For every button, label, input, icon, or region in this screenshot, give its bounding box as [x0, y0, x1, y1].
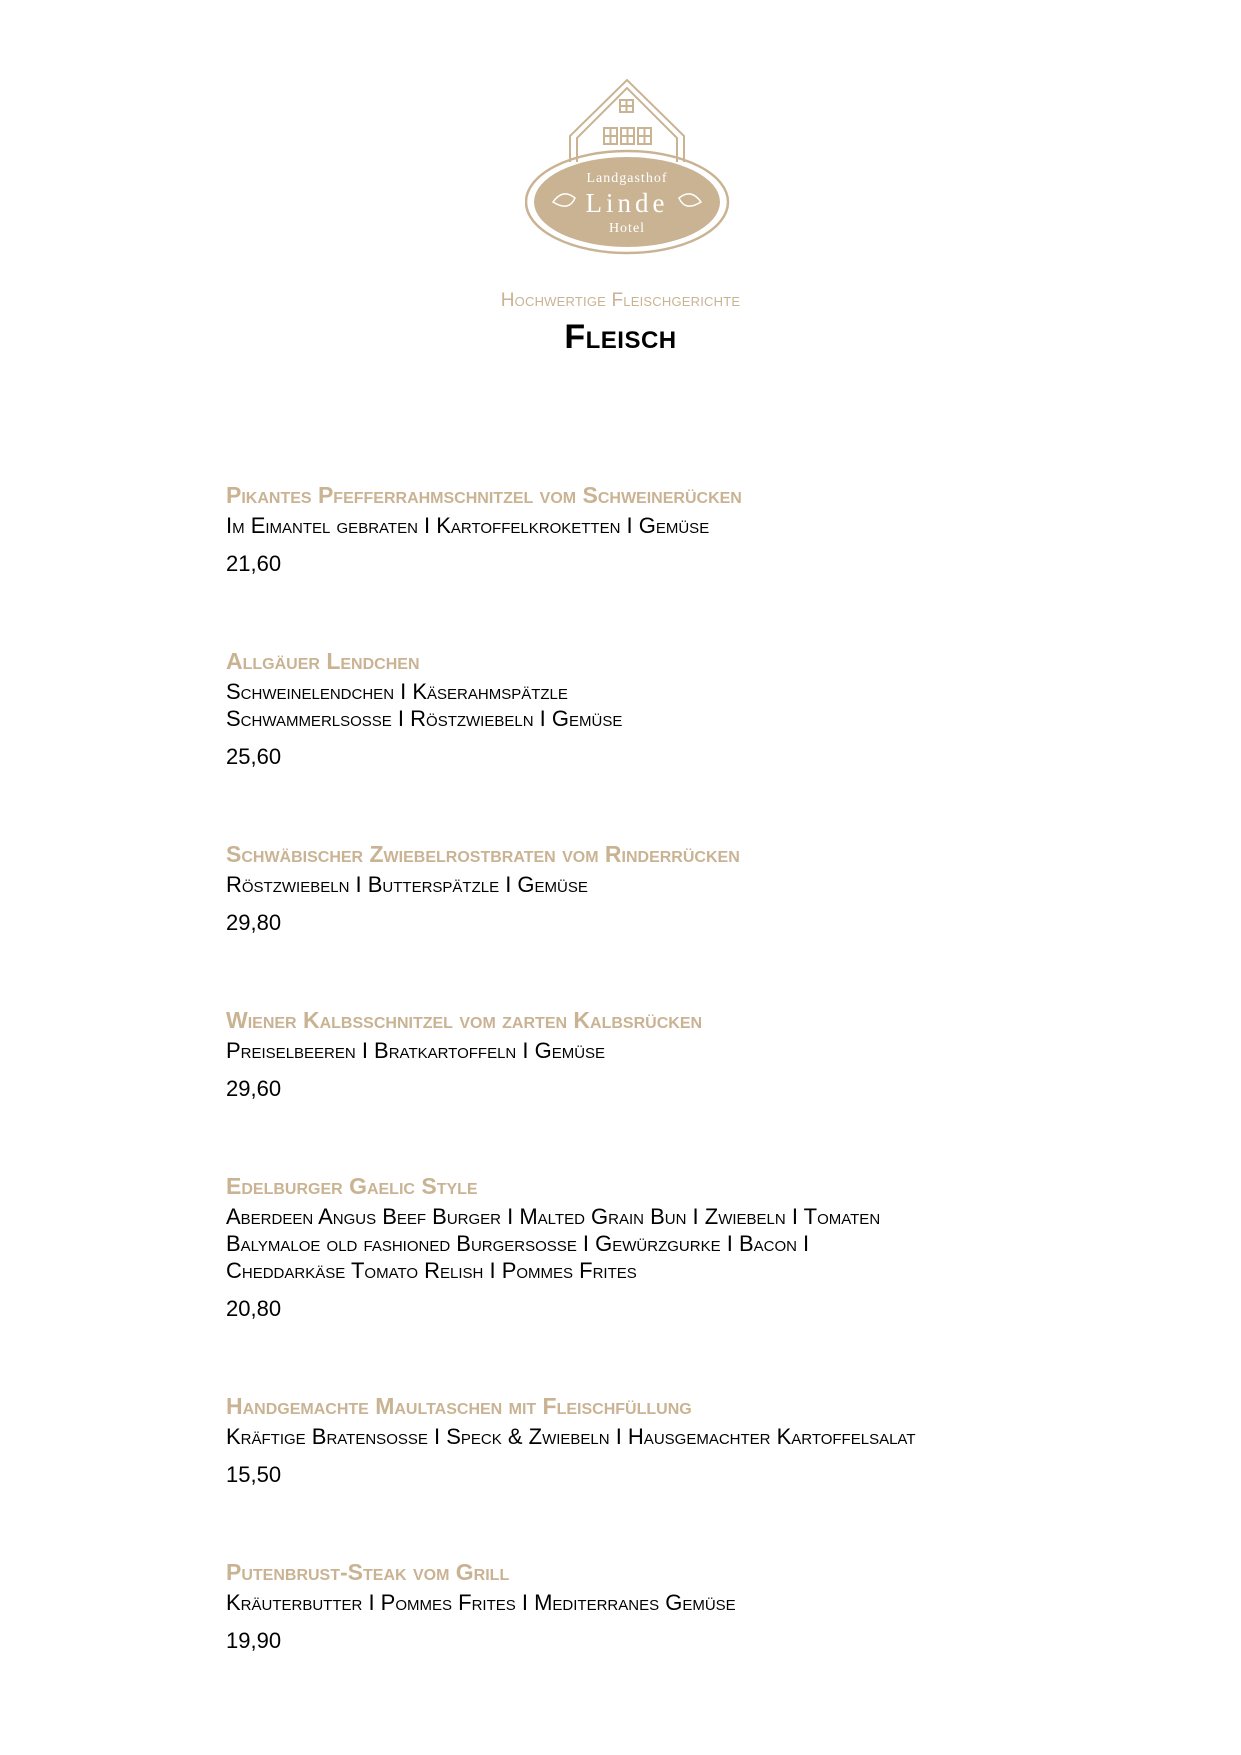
dish-description: Schwammerlsoße I Röstzwiebeln I Gemüse: [226, 706, 623, 731]
logo-text-hotel: Hotel: [608, 221, 646, 236]
menu-item: [226, 478, 1126, 577]
dish-price: 29,80: [226, 910, 282, 935]
dish-description: Kräuterbutter I Pommes Frites I Mediterranes Gemüse: [226, 1590, 736, 1615]
dish-description: Röstzwiebeln I Butterspätzle I Gemüse: [226, 872, 588, 897]
menu-item: [226, 644, 1126, 770]
dish-description: Cheddarkäse Tomato Relish I Pommes Frites: [226, 1258, 637, 1283]
menu-list: [226, 478, 1126, 1654]
page-title: Fleisch: [564, 318, 677, 356]
dish-description: Im Eimantel gebraten I Kartoffelkroketten I Gemüse: [226, 513, 710, 538]
menu-item: [226, 1003, 1126, 1102]
dish-price: 21,60: [226, 551, 282, 576]
dish-name: Wiener Kalbsschnitzel vom zarten Kalbsrücken: [226, 1007, 703, 1033]
dish-name: Handgemachte Maultaschen mit Fleischfüllung: [226, 1393, 692, 1419]
dish-description: Aberdeen Angus Beef Burger I Malted Grain Bun I Zwiebeln I Tomaten: [226, 1204, 881, 1229]
dish-price: 25,60: [226, 744, 282, 769]
dish-price: 15,50: [226, 1462, 282, 1487]
logo-text-linde: Linde: [585, 188, 669, 218]
menu-item: [226, 1555, 1126, 1654]
logo-text-landgasthof: Landgasthof: [586, 171, 668, 186]
dish-description: Schweinelendchen I Käserahmspätzle: [226, 679, 568, 704]
dish-price: 19,90: [226, 1628, 282, 1653]
dish-name: Putenbrust-Steak vom Grill: [226, 1559, 510, 1585]
dish-name: Schwäbischer Zwiebelrostbraten vom Rinderrücken: [226, 841, 740, 867]
page-subtitle: Hochwertige Fleischgerichte: [500, 290, 741, 311]
menu-item: [226, 837, 1126, 936]
dish-description: Preiselbeeren I Bratkartoffeln I Gemüse: [226, 1038, 606, 1063]
landgasthof-linde-logo: [525, 78, 730, 256]
dish-price: 20,80: [226, 1296, 282, 1321]
dish-name: Allgäuer Lendchen: [226, 648, 420, 674]
dish-description: Kräftige Bratensoße I Speck & Zwiebeln I Hausgemachter Kartoffelsalat: [226, 1424, 916, 1449]
menu-item: [226, 1389, 1126, 1488]
dish-description: Balymaloe old fashioned Burgersoße I Gewürzgurke I Bacon I: [226, 1231, 810, 1256]
dish-name: Edelburger Gaelic Style: [226, 1173, 478, 1199]
menu-item: [226, 1169, 1126, 1322]
dish-name: Pikantes Pfefferrahmschnitzel vom Schweinerücken: [226, 482, 742, 508]
dish-price: 29,60: [226, 1076, 282, 1101]
